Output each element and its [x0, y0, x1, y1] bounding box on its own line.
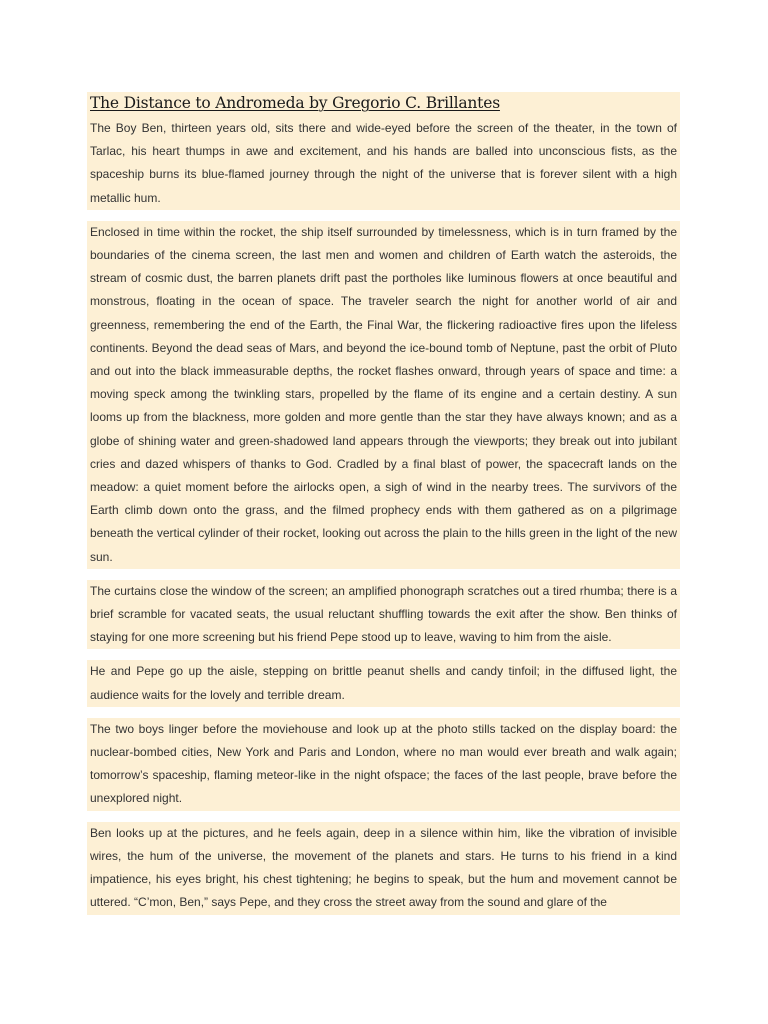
document-title: The Distance to Andromeda by Gregorio C. Brillantes — [90, 94, 500, 112]
paragraph-2: Enclosed in time within the rocket, the ship itself surrounded by timelessness, which is in turn framed by the boundaries of the cinema screen, the last men and women and children of Earth watch the asteroids, the stream of cosmic dust, the barren planets drift past the portholes like luminous flowers at once beautiful and monstrous, floating in the ocean of space. The traveler search the night for another world of air and greenness, remembering the end of the Earth, the Final War, the flickering radioactive fires upon the lifeless continents. Beyond the dead seas of Mars, and beyond the ice-bound tomb of Neptune, past the orbit of Pluto and out into the black immeasurable depths, the rocket flashes onward, through years of space and time: a moving speck among the twinkling stars, propelled by the flame of its engine and a certain destiny. A sun looms up from the blackness, more golden and more gentle than the star they have always known; and as a globe of shining water and green-shadowed land appears through the viewports; they break out into jubilant cries and dazed whispers of thanks to God. Cradled by a final blast of power, the spacecraft lands on the meadow: a quiet moment before the airlocks open, a sigh of wind in the nearby trees. The survivors of the Earth climb down onto the grass, and the filmed prophecy ends with them gathered as on a pilgrimage beneath the vertical cylinder of their rocket, looking out across the plain to the hills green in the light of the new sun. — [87, 221, 680, 569]
paragraph-6: Ben looks up at the pictures, and he feels again, deep in a silence within him, like the vibration of invisible wires, the hum of the universe, the movement of the planets and stars. He turns to his friend in a kind impatience, his eyes bright, his chest tightening; he begins to speak, but the hum and movement cannot be uttered. “C’mon, Ben,” says Pepe, and they cross the street away from the sound and glare of the — [87, 822, 680, 915]
paragraph-gap — [87, 811, 680, 822]
paragraph-gap — [87, 210, 680, 221]
paragraph-gap — [87, 649, 680, 660]
paragraph-gap — [87, 569, 680, 580]
paragraph-gap — [87, 707, 680, 718]
paragraph-5: The two boys linger before the moviehouse and look up at the photo stills tacked on the display board: the nuclear-bombed cities, New York and Paris and London, where no man would ever breath and walk again; tomorrow’s spaceship, flaming meteor-like in the night ofspace; the faces of the last people, brave before the unexplored night. — [87, 718, 680, 811]
document-page — [87, 92, 680, 928]
paragraph-4: He and Pepe go up the aisle, stepping on brittle peanut shells and candy tinfoil; in the diffused light, the audience waits for the lovely and terrible dream. — [87, 660, 680, 706]
paragraph-1: The Boy Ben, thirteen years old, sits there and wide-eyed before the screen of the theater, in the town of Tarlac, his heart thumps in awe and excitement, and his hands are balled into unconscious fists, as the spaceship burns its blue-flamed journey through the night of the universe that is forever silent with a high metallic hum. — [87, 116, 680, 210]
title-highlight — [87, 92, 680, 116]
paragraph-3: The curtains close the window of the screen; an amplified phonograph scratches out a tired rhumba; there is a brief scramble for vacated seats, the usual reluctant shuffling towards the exit after the show. Ben thinks of staying for one more screening but his friend Pepe stood up to leave, waving to him from the aisle. — [87, 580, 680, 650]
